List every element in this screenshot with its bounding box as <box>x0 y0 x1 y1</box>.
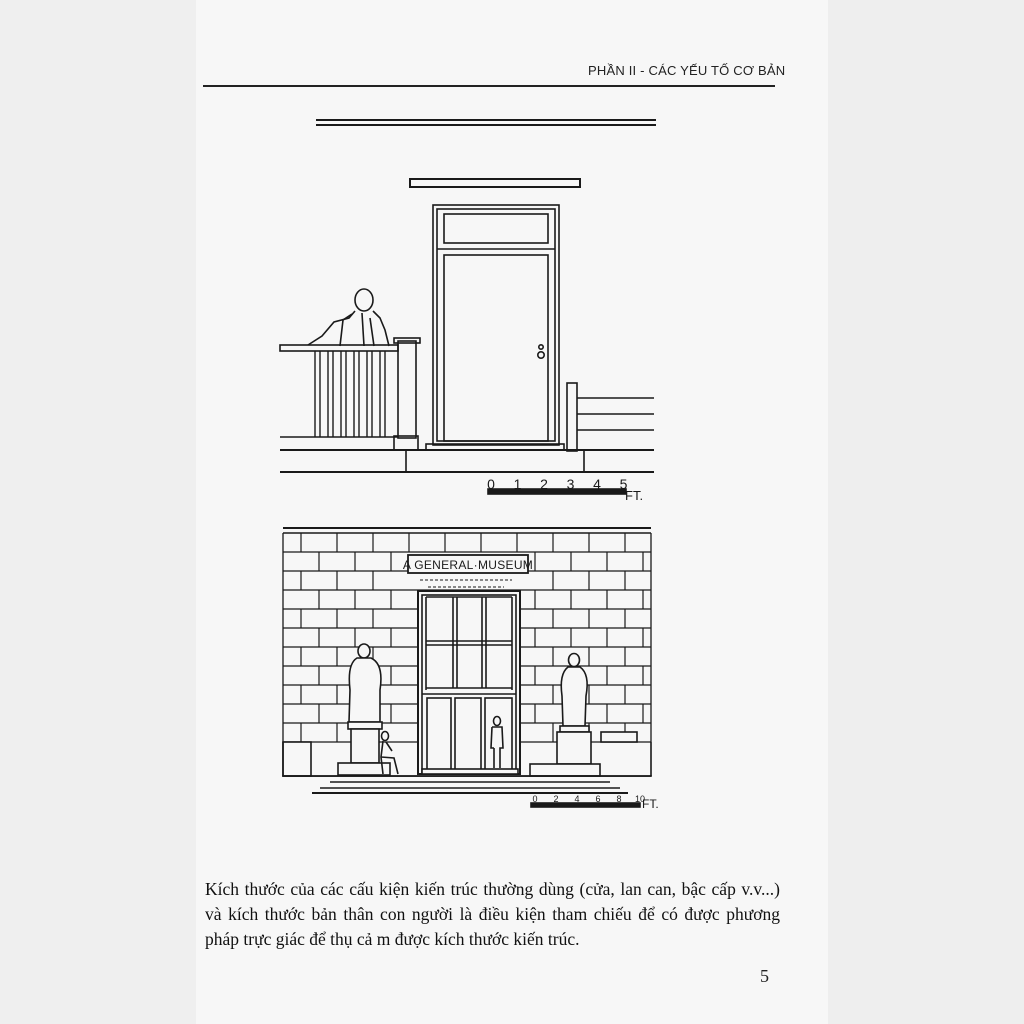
top-scale-tick-5: 5 <box>619 476 628 492</box>
bottom-scale-tick-1: 2 <box>553 794 559 804</box>
top-scale-tick-2: 2 <box>540 476 548 492</box>
right-statue <box>530 654 637 777</box>
top-scale-tick-1: 1 <box>513 476 522 492</box>
top-scale-tick-3: 3 <box>566 476 575 492</box>
bottom-scale-unit: FT. <box>642 797 659 811</box>
top-scale-unit: FT. <box>625 488 644 503</box>
figure-caption: Kích thước của các cấu kiện kiến trúc thường dùng (cửa, lan can, bậc cấp v.v...) và kích thước bản thân con người là điều kiện tham chiếu để có được phương pháp trực giác để thụ cả m được kích thước kiến trúc. <box>205 879 780 949</box>
museum-sign-text: A GENERAL·MUSEUM <box>402 558 534 572</box>
bottom-scale-tick-2: 4 <box>574 794 580 804</box>
balustrade <box>280 338 420 450</box>
bottom-scale-tick-3: 6 <box>595 794 601 804</box>
bottom-scale-tick-0: 0 <box>532 794 538 804</box>
page-number: 5 <box>760 966 769 986</box>
door-elevation-figure <box>280 120 656 494</box>
top-scale-tick-4: 4 <box>593 476 601 492</box>
top-scale-tick-0: 0 <box>487 476 495 492</box>
bottom-scale-tick-4: 8 <box>616 794 622 804</box>
section-header: PHẦN II - CÁC YẾU TỐ CƠ BẢN <box>588 63 786 78</box>
left-statue <box>338 644 390 775</box>
right-steps <box>567 383 654 451</box>
person-figure <box>308 289 389 346</box>
bottom-scale-tick-5: 10 <box>634 794 646 804</box>
